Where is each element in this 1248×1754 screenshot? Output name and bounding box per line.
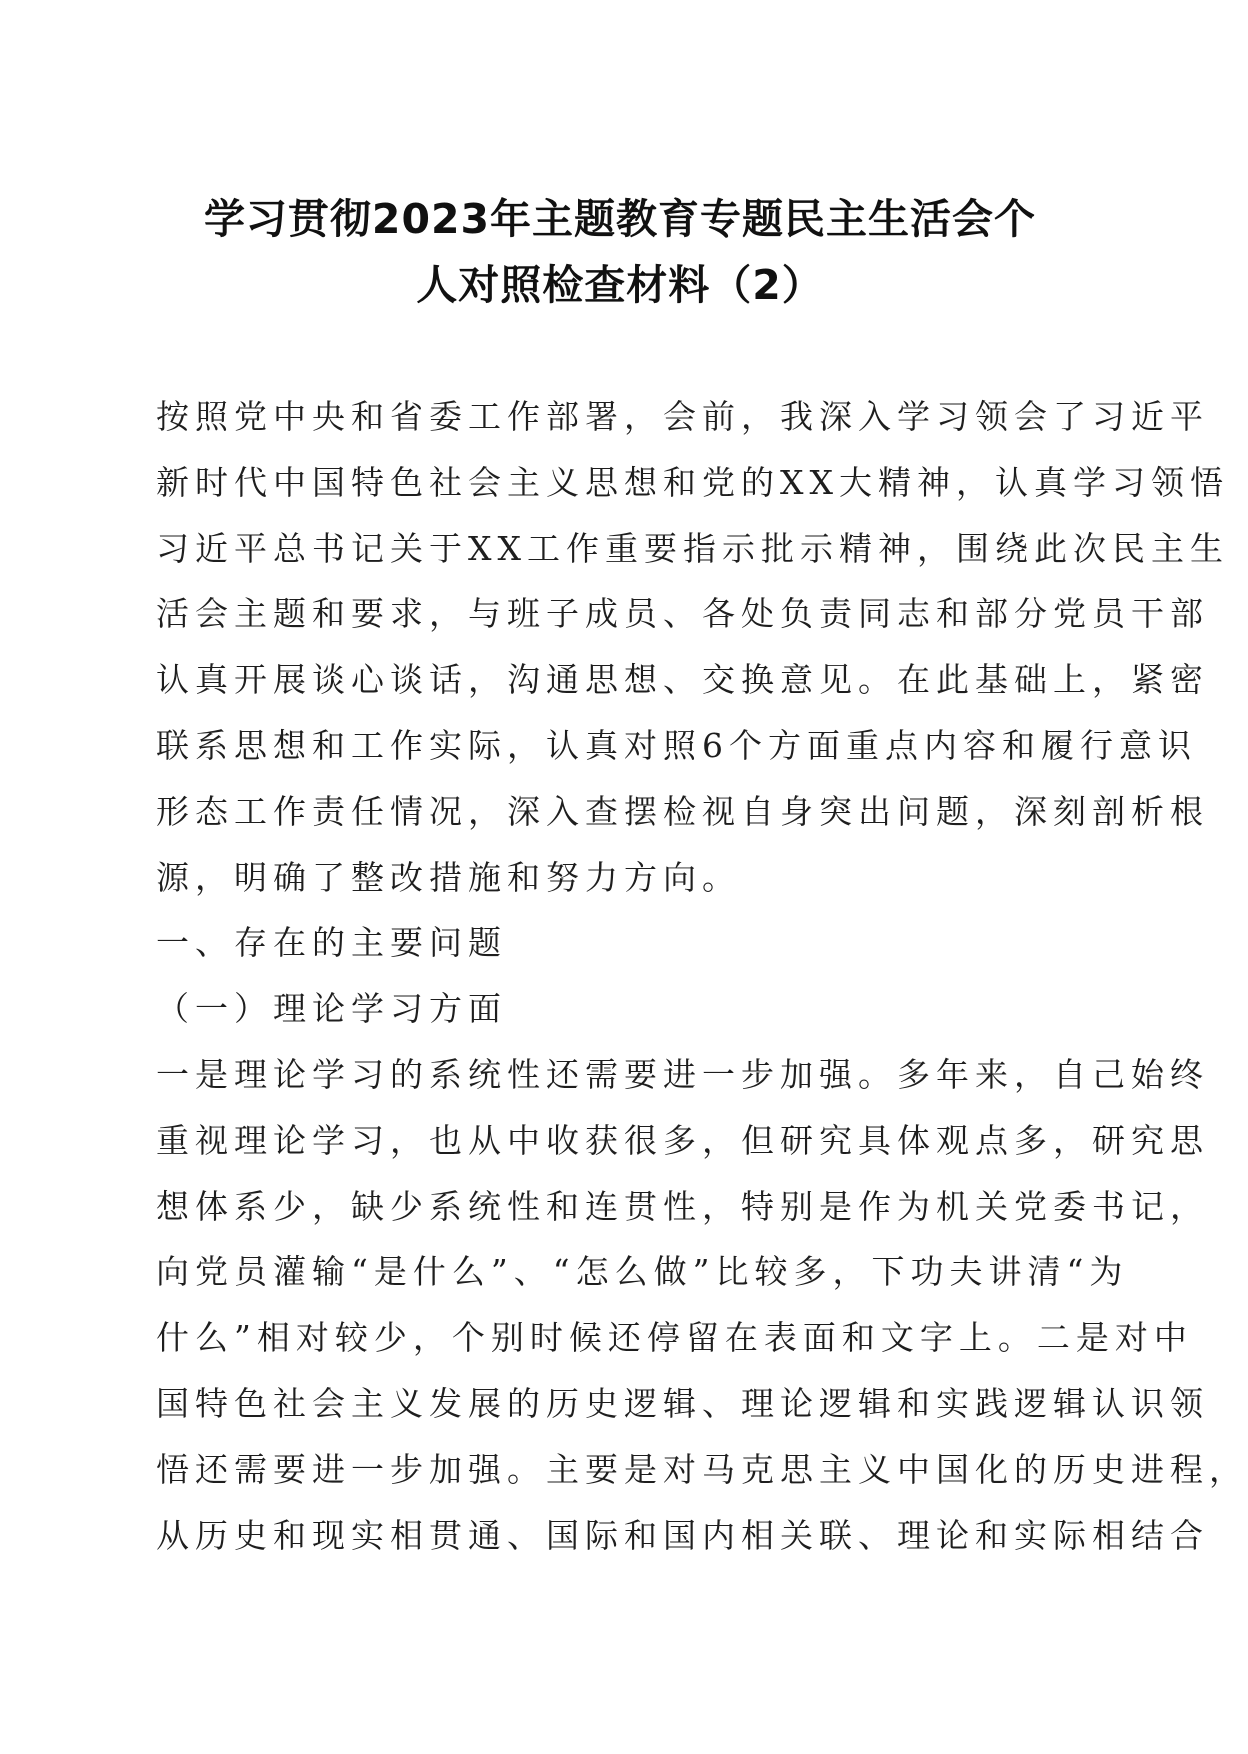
body-line: 习近平总书记关于XX工作重要指示批示精神，围绕此次民主生 <box>156 528 1229 568</box>
body-line: 认真开展谈心谈话，沟通思想、交换意见。在此基础上，紧密 <box>156 660 1209 700</box>
section-heading: 一、存在的主要问题 <box>156 923 507 963</box>
body-line: 国特色社会主义发展的历史逻辑、理论逻辑和实践逻辑认识领 <box>156 1383 1209 1423</box>
body-line: 一是理论学习的系统性还需要进一步加强。多年来，自己始终 <box>156 1054 1209 1094</box>
body-line: 源，明确了整改措施和努力方向。 <box>156 857 741 897</box>
body-line: 悟还需要进一步加强。主要是对马克思主义中国化的历史进程， <box>156 1449 1248 1489</box>
title-line: 学习贯彻2023年主题教育专题民主生活会个 <box>203 195 1037 243</box>
body-line: 活会主题和要求，与班子成员、各处负责同志和部分党员干部 <box>156 594 1209 634</box>
body-line: 形态工作责任情况，深入查摆检视自身突出问题，深刻剖析根 <box>156 791 1209 831</box>
body-line: 按照党中央和省委工作部署，会前，我深入学习领会了习近平 <box>156 397 1209 436</box>
body-line: 什么”相对较少，个别时候还停留在表面和文字上。二是对中 <box>156 1318 1193 1358</box>
document-title <box>150 186 1090 318</box>
body-line: 从历史和现实相贯通、国际和国内相关联、理论和实际相结合 <box>156 1515 1209 1555</box>
body-line: 联系思想和工作实际，认真对照6个方面重点内容和履行意识 <box>156 725 1197 765</box>
body-line: 重视理论学习，也从中收获很多，但研究具体观点多，研究思 <box>156 1120 1209 1160</box>
title-line: 人对照检查材料（2） <box>416 261 824 309</box>
body-line: 想体系少，缺少系统性和连贯性，特别是作为机关党委书记， <box>156 1186 1209 1226</box>
body-line: 新时代中国特色社会主义思想和党的XX大精神，认真学习领悟 <box>156 462 1229 502</box>
document-body <box>156 384 1248 1568</box>
subsection-heading: （一）理论学习方面 <box>156 989 507 1029</box>
body-line: 向党员灌输“是什么”、“怎么做”比较多，下功夫讲清“为 <box>156 1252 1129 1292</box>
